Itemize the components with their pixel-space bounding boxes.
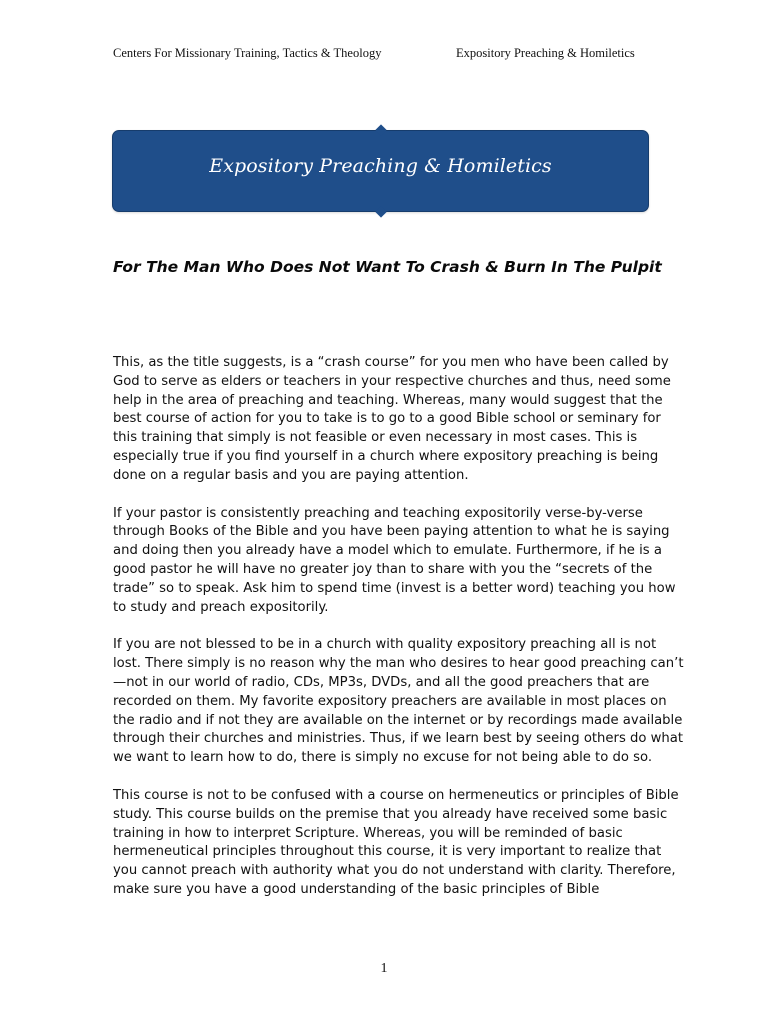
title-banner [112, 130, 649, 212]
paragraph: If you are not blessed to be in a church with quality expository preaching all is not lost. There simply is no reason why the man who desires to hear good preaching can’t—not in our world of radio, CDs, MP3s, DVDs, and all the good preachers that are recorded on them. My favorite expository preachers are available in most places on the radio and if not they are available on the internet or by recordings made available through their churches and ministries. Thus, if we learn best by seeing others do what we want to learn how to do, there is simply no excuse for not being able to do so. [113, 637, 684, 766]
document-subtitle: For The Man Who Does Not Want To Crash & Burn In The Pulpit [113, 258, 662, 276]
paragraph: If your pastor is consistently preaching and teaching expositorily verse-by-verse through Books of the Bible and you have been paying attention to what he is saying and doing then you already have a model which to emulate. Furthermore, if he is a good pastor he will have no greater joy than to share with you the “secrets of the trade” so to speak. Ask him to spend time (invest is a better word) teaching you how to study and preach expositorily. [113, 505, 676, 615]
paragraph: This, as the title suggests, is a “crash course” for you men who have been called by God to serve as elders or teachers in your respective churches and thus, need some help in the area of preaching and teaching. Whereas, many would suggest that the best course of action for you to take is to go to a good Bible school or seminary for this training that simply is not feasible or even necessary in most cases. This is especially true if you find yourself in a church where expository preaching is being done on a regular basis and you are paying attention. [113, 355, 671, 483]
running-header-right: Expository Preaching & Homiletics [456, 46, 635, 60]
page-number: 1 [380, 961, 388, 976]
body-text [113, 354, 687, 919]
banner-title: Expository Preaching & Homiletics [209, 155, 552, 177]
running-header-left: Centers For Missionary Training, Tactics & Theology [113, 46, 382, 60]
paragraph: This course is not to be confused with a course on hermeneutics or principles of Bible study. This course builds on the premise that you already have received some basic training in how to interpret Scripture. Whereas, you will be reminded of basic hermeneutical principles throughout this course, it is very important to realize that you cannot preach with authority what you do not understand with clarity. Therefore, make sure you have a good understanding of the basic principles of Bible [113, 787, 679, 897]
